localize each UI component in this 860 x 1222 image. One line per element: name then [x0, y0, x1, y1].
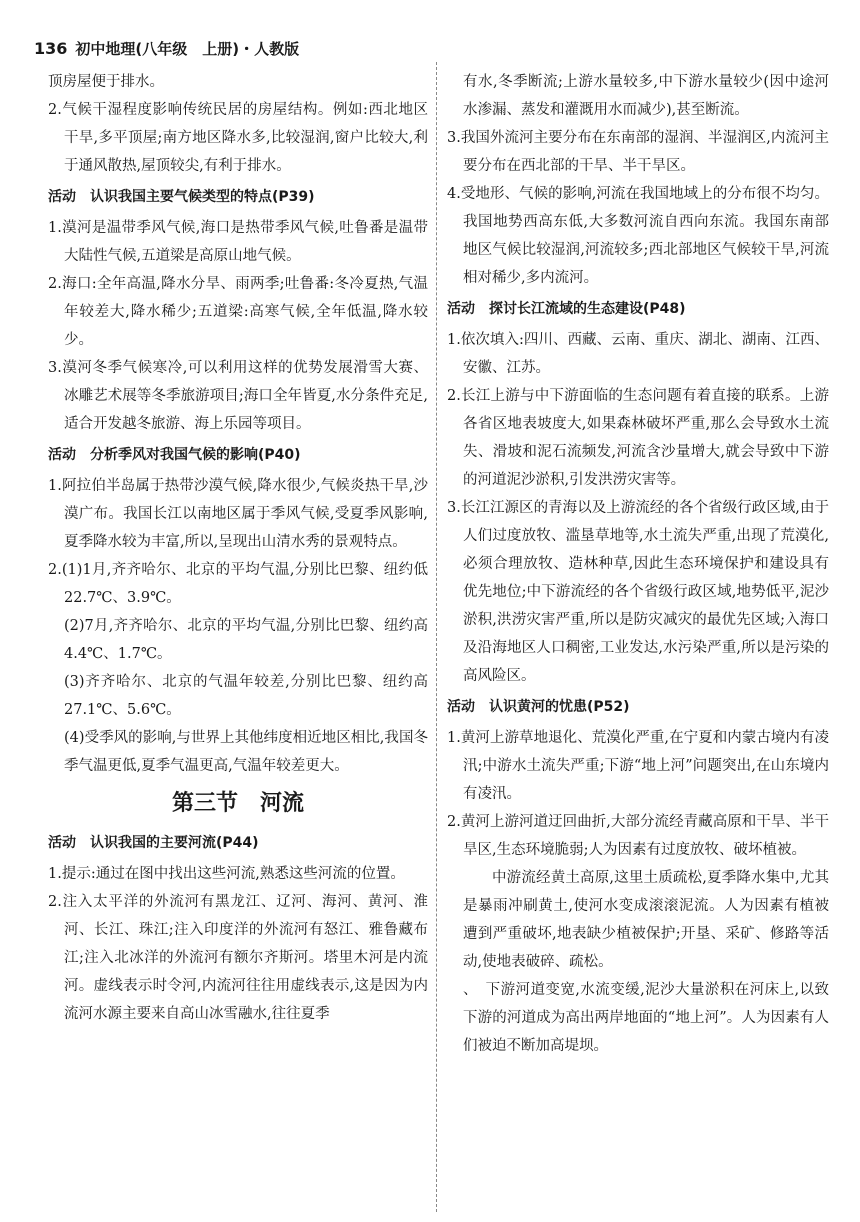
answer-item: 3.我国外流河主要分布在东南部的湿润、半湿润区,内流河主要分布在西北部的干旱、半干旱区。: [447, 130, 829, 174]
answer-item: 2.海口:全年高温,降水分旱、雨两季;吐鲁番:冬冷夏热,气温年较差大,降水稀少;五道梁:高寒气候,全年低温,降水较少。: [48, 276, 428, 348]
page-header: [34, 34, 299, 62]
answer-item: 1.提示:通过在图中找出这些河流,熟悉这些河流的位置。: [48, 866, 405, 882]
book-title: 初中地理(八年级 上册)・人教版: [75, 39, 300, 58]
activity-heading: 活动 分析季风对我国气候的影响(P40): [48, 447, 301, 463]
answer-subitem: (3)齐齐哈尔、北京的气温年较差,分别比巴黎、纽约高27.1℃、5.6℃。: [64, 674, 428, 718]
section-title: 第三节 河流: [171, 791, 304, 816]
answer-item: 2.长江上游与中下游面临的生态问题有着直接的联系。上游各省区地表坡度大,如果森林破坏严重,那么会导致水土流失、滑坡和泥石流频发,河流含沙量增大,就会导致中下游的河道泥沙淤积,引发洪涝灾害等。: [447, 388, 829, 488]
answer-item: 1.黄河上游草地退化、荒漠化严重,在宁夏和内蒙古境内有凌汛;中游水土流失严重;下游“地上河”问题突出,在山东境内有凌汛。: [447, 730, 829, 802]
column-divider: [436, 62, 437, 1212]
paragraph: 有水,冬季断流;上游水量较多,中下游水量较少(因中途河水渗漏、蒸发和灌溉用水而减少),甚至断流。: [463, 74, 829, 118]
paragraph: 顶房屋便于排水。: [48, 74, 164, 90]
activity-heading: 活动 认识黄河的忧患(P52): [447, 699, 630, 715]
right-column: [447, 68, 829, 1060]
left-column: [48, 68, 428, 1028]
answer-item: 2.(1)1月,齐齐哈尔、北京的平均气温,分别比巴黎、纽约低22.7℃、3.9℃。: [48, 562, 428, 606]
activity-heading: 活动 探讨长江流域的生态建设(P48): [447, 301, 686, 317]
answer-item: 1.漠河是温带季风气候,海口是热带季风气候,吐鲁番是温带大陆性气候,五道梁是高原山地气候。: [48, 220, 428, 264]
answer-item: 1.阿拉伯半岛属于热带沙漠气候,降水很少,气候炎热干旱,沙漠广布。我国长江以南地区属于季风气候,受夏季风影响,夏季降水较为丰富,所以,呈现出山清水秀的景观特点。: [48, 478, 428, 550]
activity-heading: 活动 认识我国主要气候类型的特点(P39): [48, 189, 315, 205]
paragraph: 中游流经黄土高原,这里土质疏松,夏季降水集中,尤其是暴雨冲刷黄土,使河水变成滚滚泥流。人为因素有植被遭到严重破坏,地表缺少植被保护;开垦、采矿、修路等活动,使地表破碎、疏松。: [463, 870, 829, 970]
answer-item: 2.注入太平洋的外流河有黑龙江、辽河、海河、黄河、淮河、长江、珠江;注入印度洋的外流河有怒江、雅鲁藏布江;注入北冰洋的外流河有额尔齐斯河。塔里木河是内流河。虚线表示时令河,内流河往往用虚线表示,这是因为内流河水源主要来自高山冰雪融水,往往夏季: [48, 894, 428, 1022]
answer-item: 3.漠河冬季气候寒冷,可以利用这样的优势发展滑雪大赛、冰雕艺术展等冬季旅游项目;海口全年皆夏,水分条件充足,适合开发越冬旅游、海上乐园等项目。: [48, 360, 428, 432]
answer-item: 2.气候干湿程度影响传统民居的房屋结构。例如:西北地区干旱,多平顶屋;南方地区降水多,比较湿润,窗户比较大,利于通风散热,屋顶较尖,有利于排水。: [48, 102, 428, 174]
answer-subitem: (4)受季风的影响,与世界上其他纬度相近地区相比,我国冬季气温更低,夏季气温更高,气温年较差更大。: [64, 730, 428, 774]
activity-heading: 活动 认识我国的主要河流(P44): [48, 835, 259, 851]
answer-subitem: (2)7月,齐齐哈尔、北京的平均气温,分别比巴黎、纽约高4.4℃、1.7℃。: [64, 618, 428, 662]
answer-item: 2.黄河上游河道迂回曲折,大部分流经青藏高原和干旱、半干旱区,生态环境脆弱;人为因素有过度放牧、破坏植被。: [447, 814, 829, 858]
answer-item: 1.依次填入:四川、西藏、云南、重庆、湖北、湖南、江西、安徽、江苏。: [447, 332, 829, 376]
answer-item: 4.受地形、气候的影响,河流在我国地域上的分布很不均匀。我国地势西高东低,大多数河流自西向东流。我国东南部地区气候比较湿润,河流较多;西北部地区气候较干旱,河流相对稀少,多内流河。: [447, 186, 829, 286]
answer-item: 3.长江江源区的青海以及上游流经的各个省级行政区域,由于人们过度放牧、滥垦草地等,水土流失严重,出现了荒漠化,必须合理放牧、造林种草,因此生态环境保护和建设具有优先地位;中下游流经的各个省级行政区域,地势低平,泥沙淤积,洪涝灾害严重,所以是防灾减灾的最优先区域;入海口及沿海地区人口稠密,工业发达,水污染严重,所以是污染的高风险区。: [447, 500, 829, 684]
page-number: 136: [34, 38, 68, 58]
paragraph: 、 下游河道变宽,水流变缓,泥沙大量淤积在河床上,以致下游的河道成为高出两岸地面的“地上河”。人为因素有人们被迫不断加高堤坝。: [463, 982, 829, 1054]
